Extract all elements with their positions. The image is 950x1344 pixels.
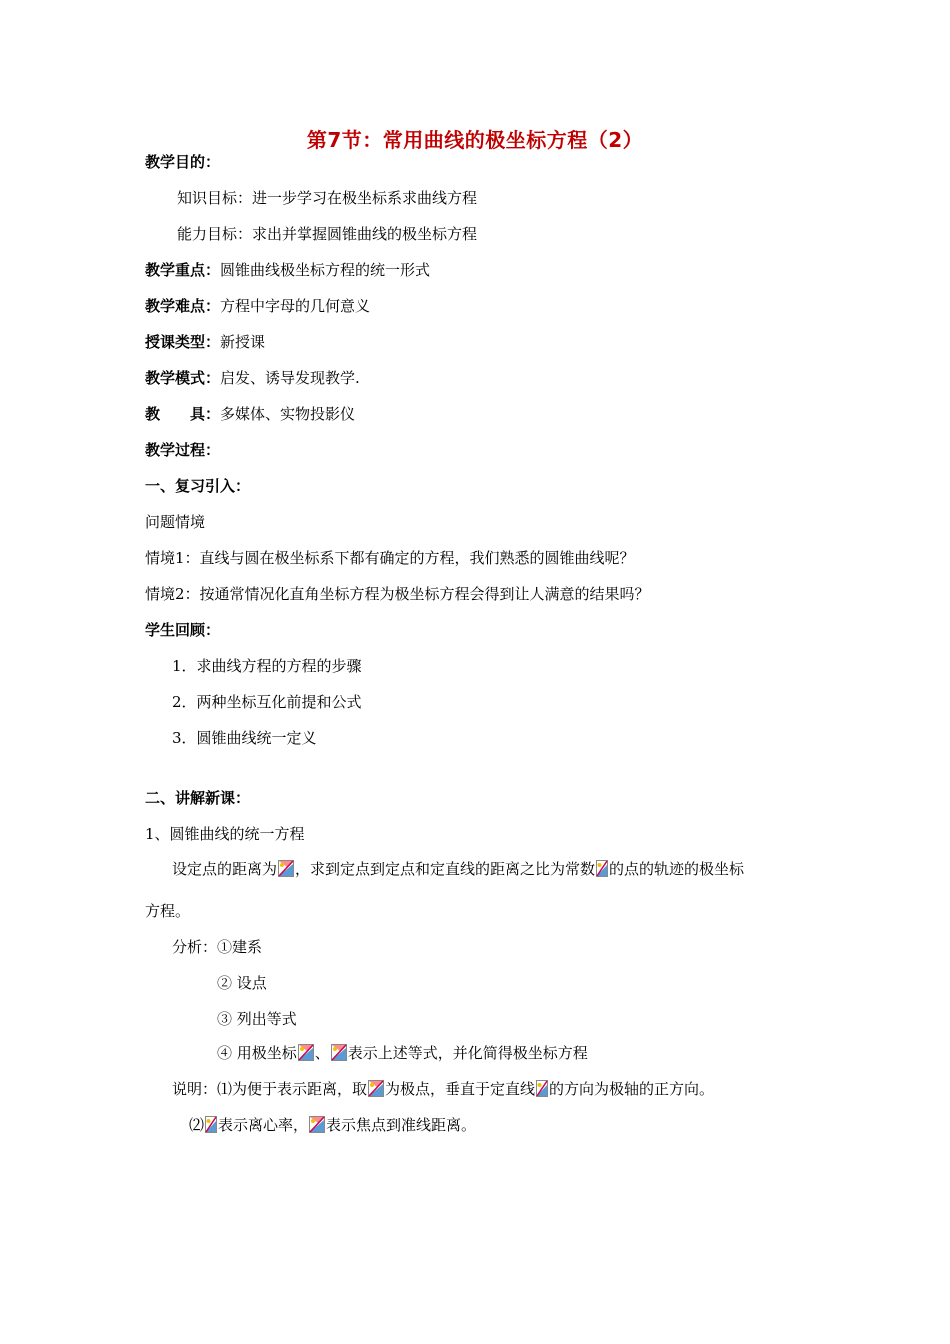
page-title: 第7节：常用曲线的极坐标方程（2） — [306, 128, 644, 152]
text-run: 表示离心率， — [218, 1116, 309, 1134]
note-label: 说明： — [172, 1080, 218, 1098]
paragraph-line: 方程。 — [145, 902, 191, 920]
text-run: 表示焦点到准线距离。 — [326, 1116, 477, 1134]
analysis-step — [217, 1042, 588, 1064]
text-run: 、 — [314, 1044, 330, 1062]
meta-label: 授课类型： — [145, 333, 221, 351]
review-item: 3．圆锥曲线统一定义 — [172, 729, 317, 747]
process-heading: 教学过程： — [145, 441, 221, 459]
text-run: 设定点的距离为 — [172, 860, 278, 878]
analysis-step: ③ 列出等式 — [217, 1010, 297, 1028]
review-heading: 一、复习引入： — [145, 477, 251, 495]
formula-image-icon — [309, 1116, 325, 1133]
text-run: ④ 用极坐标 — [217, 1044, 297, 1062]
scenario-1: 情境1：直线与圆在极坐标系下都有确定的方程，我们熟悉的圆锥曲线呢？ — [145, 549, 635, 567]
meta-lesson-type — [145, 331, 265, 353]
meta-label: 教学重点： — [145, 261, 221, 279]
text-run: ⑴为便于表示距离，取 — [217, 1080, 368, 1098]
new-lesson-heading: 二、讲解新课： — [145, 789, 251, 807]
meta-key-point — [145, 259, 430, 281]
meta-teaching-mode — [145, 367, 360, 389]
scenario-title: 问题情境 — [145, 513, 206, 531]
analysis-step: ①建系 — [217, 938, 263, 956]
scenario-2: 情境2：按通常情况化直角坐标方程为极坐标方程会得到让人满意的结果吗？ — [145, 585, 650, 603]
subsection-title: 1、圆锥曲线的统一方程 — [145, 825, 305, 843]
meta-teaching-tools — [145, 403, 355, 425]
analysis-line — [172, 936, 262, 958]
meta-value: 圆锥曲线极坐标方程的统一形式 — [220, 261, 431, 279]
formula-image-icon — [205, 1116, 217, 1133]
knowledge-objective: 知识目标：进一步学习在极坐标系求曲线方程 — [177, 189, 478, 207]
meta-value: 多媒体、实物投影仪 — [220, 405, 356, 423]
review-item: 1．求曲线方程的方程的步骤 — [172, 657, 362, 675]
note-line — [189, 1114, 476, 1136]
meta-value: 方程中字母的几何意义 — [220, 297, 371, 315]
text-run: 的点的轨迹的极坐标 — [609, 860, 745, 878]
text-run: 为极点，垂直于定直线 — [385, 1080, 536, 1098]
formula-image-icon — [536, 1080, 548, 1097]
meta-value: 新授课 — [220, 333, 266, 351]
meta-value: 启发、诱导发现教学. — [220, 369, 360, 387]
ability-objective: 能力目标：求出并掌握圆锥曲线的极坐标方程 — [177, 225, 478, 243]
text-run: 的方向为极轴的正方向。 — [549, 1080, 715, 1098]
paragraph-line — [172, 858, 744, 880]
analysis-step: ② 设点 — [217, 974, 267, 992]
meta-difficulty — [145, 295, 370, 317]
formula-image-icon — [368, 1080, 384, 1097]
review-item: 2．两种坐标互化前提和公式 — [172, 693, 362, 711]
analysis-label: 分析： — [172, 938, 218, 956]
meta-label: 教学模式： — [145, 369, 221, 387]
formula-image-icon — [298, 1044, 314, 1061]
objectives-heading: 教学目的： — [145, 153, 221, 171]
formula-image-icon — [596, 860, 608, 877]
formula-image-icon — [331, 1044, 347, 1061]
text-run: ，求到定点到定点和定直线的距离之比为常数 — [295, 860, 596, 878]
formula-image-icon — [278, 860, 294, 877]
text-run: 表示上述等式，并化简得极坐标方程 — [347, 1044, 588, 1062]
meta-label: 教学难点： — [145, 297, 221, 315]
meta-label: 教 具： — [145, 405, 221, 423]
note-line — [172, 1078, 714, 1100]
student-review-heading: 学生回顾： — [145, 621, 221, 639]
text-run: ⑵ — [189, 1116, 205, 1134]
